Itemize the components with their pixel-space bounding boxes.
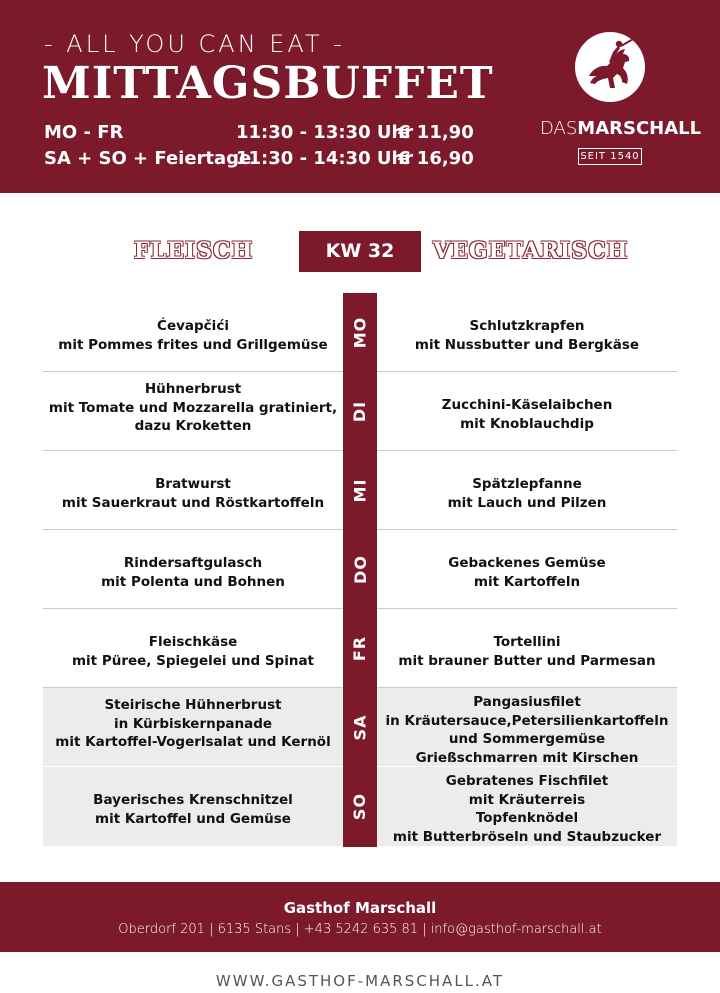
dish-line: Tortellini	[493, 634, 561, 650]
calendar-week-badge: KW 32	[299, 231, 421, 272]
footer-address: Oberdorf 201 | 6135 Stans | +43 5242 635 81 | info@gasthof-marschall.at	[118, 922, 602, 937]
dish-line: Gebratenes Fischfilet	[445, 773, 609, 789]
dish-line: Grießschmarren mit Kirschen	[415, 749, 639, 766]
day-label: MI	[350, 478, 370, 503]
column-heading-fleisch: FLEISCH	[134, 238, 254, 264]
day-label: FR	[350, 635, 370, 662]
table-row	[43, 530, 677, 609]
dish-line: Fleischkäse	[148, 634, 238, 650]
day-label: DO	[350, 555, 370, 584]
table-row	[43, 451, 677, 530]
dish-line: mit brauner Butter und Parmesan	[398, 652, 656, 669]
dish-line: Pangasiusfilet	[473, 694, 581, 710]
footer-banner	[0, 882, 720, 952]
day-band	[343, 767, 377, 847]
day-band	[343, 293, 377, 373]
footer-name: Gasthof Marschall	[283, 899, 437, 917]
dish-line: mit Püree, Spiegelei und Spinat	[71, 652, 315, 669]
dish-fleisch	[43, 688, 343, 767]
dish-line: Topfenknödel	[475, 810, 579, 826]
dish-line: und Sommergemüse	[448, 731, 606, 747]
price-days: SA + SO + Feiertage	[44, 148, 252, 169]
dish-line: Schlutzkrapfen	[469, 318, 585, 334]
day-band	[343, 688, 377, 768]
dish-vegetarisch	[377, 530, 677, 609]
dish-fleisch	[43, 609, 343, 688]
table-row	[43, 372, 677, 451]
dish-line: mit Polenta und Bohnen	[101, 573, 285, 590]
price-amount: € 16,90	[398, 148, 474, 169]
price-time: 11:30 - 14:30 Uhr	[236, 148, 414, 169]
day-label: SO	[350, 792, 370, 821]
dish-line: Rindersaftgulasch	[123, 555, 263, 571]
marschall-logo	[540, 32, 702, 167]
dish-vegetarisch	[377, 767, 677, 846]
dish-line: Ćevapčići	[157, 318, 229, 334]
logo-since-badge: SEIT 1540	[578, 148, 642, 165]
dish-line: Hühnerbrust	[144, 381, 242, 397]
dish-line: mit Kartoffel-Vogerlsalat und Kernöl	[55, 734, 331, 750]
dish-line: mit Nussbutter und Bergkäse	[414, 336, 640, 353]
day-label: MO	[350, 316, 370, 349]
tagline: - ALL YOU CAN EAT -	[44, 30, 345, 58]
dish-line: mit Sauerkraut und Röstkartoffeln	[61, 494, 325, 511]
dish-vegetarisch	[377, 372, 677, 451]
dish-fleisch	[43, 767, 343, 846]
table-row	[43, 609, 677, 688]
dish-line: Bratwurst	[155, 476, 231, 492]
dish-line: mit Kräuterreis	[468, 791, 586, 808]
dish-line: Bayerisches Krenschnitzel	[93, 792, 293, 808]
price-days: MO - FR	[44, 122, 124, 143]
dish-vegetarisch	[377, 688, 677, 767]
table-row	[43, 293, 677, 372]
dish-line: in Kräutersauce,Petersilienkartoffeln	[385, 712, 669, 729]
table-row	[43, 688, 677, 767]
dish-line: mit Pommes frites und Grillgemüse	[58, 336, 328, 353]
day-label: DI	[350, 400, 370, 423]
column-heading-vegetarisch: VEGETARISCH	[433, 238, 629, 264]
dish-line: mit Tomate und Mozzarella gratiniert,	[48, 399, 338, 416]
dish-fleisch	[43, 293, 343, 372]
dish-vegetarisch	[377, 293, 677, 372]
headline: MITTAGSBUFFET	[42, 58, 494, 109]
day-band	[343, 451, 377, 531]
dish-fleisch	[43, 451, 343, 530]
menu-table	[43, 293, 677, 846]
price-time: 11:30 - 13:30 Uhr	[236, 122, 414, 143]
dish-line: Gebackenes Gemüse	[448, 555, 606, 571]
header-banner	[0, 0, 720, 193]
horse-rider-icon	[575, 32, 645, 102]
dish-line: Spätzlepfanne	[472, 476, 582, 492]
dish-line: mit Butterbröseln und Staubzucker	[392, 828, 662, 845]
dish-line: Zucchini-Käselaibchen	[441, 397, 613, 413]
dish-line: dazu Kroketten	[134, 418, 252, 434]
dish-line: mit Kartoffel und Gemüse	[95, 810, 291, 827]
day-label: SA	[350, 714, 370, 741]
day-band	[343, 609, 377, 689]
dish-fleisch	[43, 372, 343, 451]
table-row	[43, 767, 677, 846]
day-band	[343, 530, 377, 610]
logo-wordmark: DASMARSCHALL	[540, 118, 702, 139]
dish-line: mit Kartoffeln	[473, 573, 581, 590]
dish-vegetarisch	[377, 451, 677, 530]
website-link[interactable]: WWW.GASTHOF-MARSCHALL.AT	[215, 972, 505, 990]
day-band	[343, 372, 377, 452]
dish-fleisch	[43, 530, 343, 609]
price-amount: € 11,90	[398, 122, 474, 143]
dish-line: mit Knoblauchdip	[460, 415, 594, 432]
dish-line: mit Lauch und Pilzen	[447, 494, 607, 511]
dish-line: in Kürbiskernpanade	[113, 715, 273, 732]
dish-line: Steirische Hühnerbrust	[104, 697, 282, 713]
dish-vegetarisch	[377, 609, 677, 688]
